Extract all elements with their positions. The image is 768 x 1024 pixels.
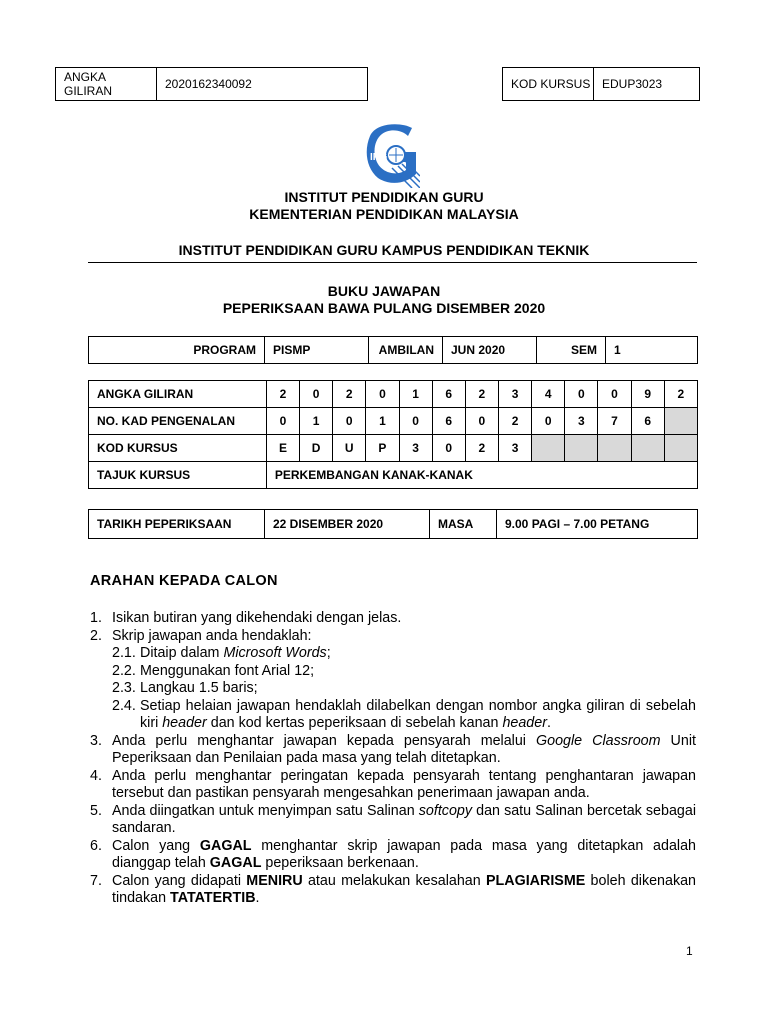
book-title: BUKU JAWAPAN [327, 283, 441, 299]
header-kod-box [502, 67, 700, 101]
italic-part: header [162, 715, 207, 731]
kod-row [89, 435, 698, 462]
header-angka-box [55, 67, 368, 101]
instruction-number: 1. [90, 610, 102, 626]
ambilan-label: AMBILAN [369, 337, 443, 364]
angka-digit-cell: 0 [366, 381, 399, 408]
instruction-text: Skrip jawapan anda hendaklah: [112, 627, 312, 644]
text-part: boleh dikenakan tindakan [112, 872, 697, 906]
ic-digit-cell: 0 [333, 408, 366, 435]
kod-char-cell [565, 435, 598, 462]
header-kod-label: KOD KURSUS [503, 68, 594, 101]
angka-digit-cell: 3 [498, 381, 531, 408]
instruction-text [112, 733, 696, 768]
sub-instruction-2-3 [112, 680, 696, 698]
instructions-heading: ARAHAN KEPADA CALON [90, 573, 278, 589]
instruction-text [112, 803, 696, 838]
ic-digit-cell: 1 [366, 408, 399, 435]
logo-text: IPG [370, 152, 388, 163]
ipg-logo [362, 122, 420, 188]
angka-digit-cell: 6 [432, 381, 465, 408]
kod-char-cell [664, 435, 697, 462]
masa-label: MASA [430, 510, 497, 539]
kod-char-cell: 3 [498, 435, 531, 462]
text-part: . [255, 890, 260, 906]
page-number: 1 [686, 944, 693, 958]
ic-digit-cell: 7 [598, 408, 631, 435]
instruction-number: 3. [90, 732, 102, 749]
institution-line2: KEMENTERIAN PENDIDIKAN MALAYSIA [249, 206, 519, 222]
angka-digit-cell: 2 [465, 381, 498, 408]
instruction-text [112, 873, 696, 908]
ic-digit-cell: 0 [399, 408, 432, 435]
text-part: Calon yang [112, 837, 200, 854]
tarikh-value: 22 DISEMBER 2020 [265, 510, 430, 539]
instruction-4 [90, 768, 696, 803]
angka-label: ANGKA GILIRAN [89, 381, 267, 408]
instruction-number: 2. [90, 627, 102, 644]
text-part: Setiap helaian jawapan hendaklah dilabelkan dengan nombor angka giliran di sebelah kiri [140, 697, 696, 731]
kod-char-cell: E [266, 435, 299, 462]
program-value: PISMP [265, 337, 369, 364]
text-part: menghantar skrip jawapan pada masa yang ditetapkan adalah dianggap telah [112, 837, 696, 871]
bold-part: TATATERTIB [170, 890, 256, 906]
angka-digit-cell: 0 [300, 381, 333, 408]
ic-digit-cell: 0 [465, 408, 498, 435]
sub-instruction-2-1 [112, 645, 696, 663]
instruction-number: 4. [90, 767, 102, 784]
text-part: dan kod kertas peperiksaan di sebelah kanan [206, 715, 503, 731]
instruction-3 [90, 733, 696, 768]
exam-title: PEPERIKSAAN BAWA PULANG DISEMBER 2020 [222, 300, 546, 316]
kod-char-cell [598, 435, 631, 462]
text-part: dan satu Salinan bercetak sebagai sandaran. [112, 802, 696, 836]
angka-digit-cell: 9 [631, 381, 664, 408]
tajuk-label: TAJUK KURSUS [89, 462, 267, 489]
sub-instruction-2-4 [112, 698, 696, 733]
text-part: peperiksaan berkenaan. [261, 855, 419, 871]
angka-digit-cell: 0 [565, 381, 598, 408]
ic-label: NO. KAD PENGENALAN [89, 408, 267, 435]
sub-number: 2.3. [112, 680, 136, 696]
sub-instruction-2-2 [112, 663, 696, 681]
sem-label: SEM [537, 337, 606, 364]
exam-table [88, 509, 698, 539]
instructions-list [90, 610, 696, 908]
sub-number: 2.2. [112, 662, 136, 679]
sub-number: 2.4. [112, 697, 136, 714]
kod-char-cell: 3 [399, 435, 432, 462]
italic-part: softcopy [418, 802, 473, 819]
angka-digit-cell: 1 [399, 381, 432, 408]
text-part: Ditaip dalam [140, 645, 224, 661]
masa-value: 9.00 PAGI – 7.00 PETANG [497, 510, 698, 539]
angka-digit-cell: 2 [664, 381, 697, 408]
ic-digit-cell: 3 [565, 408, 598, 435]
kod-char-cell [631, 435, 664, 462]
text-part: Unit Peperiksaan dan Penilaian pada masa yang telah ditetapkan. [112, 732, 696, 766]
institution-line1: INSTITUT PENDIDIKAN GURU [284, 189, 484, 205]
text-part: ; [326, 645, 331, 661]
instruction-2 [90, 628, 696, 646]
angka-digit-cell: 0 [598, 381, 631, 408]
text-part: atau melakukan kesalahan [302, 872, 486, 889]
kod-char-cell: P [366, 435, 399, 462]
ipg-logo-icon [362, 122, 420, 188]
italic-part: Google Classroom [536, 732, 661, 749]
ic-digit-cell: 0 [266, 408, 299, 435]
text-part: Anda diingatkan untuk menyimpan satu Salinan [112, 802, 419, 819]
italic-part: header [502, 715, 547, 731]
tajuk-row [89, 462, 698, 489]
instruction-text [112, 838, 696, 873]
sem-value: 1 [606, 337, 698, 364]
instruction-1 [90, 610, 696, 628]
instruction-7 [90, 873, 696, 908]
text-part: . [546, 715, 551, 731]
angka-digit-cell: 2 [333, 381, 366, 408]
ic-digit-cell: 6 [631, 408, 664, 435]
ic-digit-cell: 1 [300, 408, 333, 435]
header-angka-value: 2020162340092 [157, 68, 368, 101]
kod-char-cell: D [300, 435, 333, 462]
kod-char-cell [532, 435, 565, 462]
text-part: Anda perlu menghantar jawapan kepada pensyarah melalui [112, 732, 537, 749]
text-part: Calon yang didapati [112, 872, 247, 889]
ic-digit-cell [664, 408, 697, 435]
ic-digit-cell: 2 [498, 408, 531, 435]
title-divider [88, 262, 697, 263]
instruction-6 [90, 838, 696, 873]
sub-text: Langkau 1.5 baris; [140, 680, 258, 696]
angka-digit-cell: 2 [266, 381, 299, 408]
angka-digit-cell: 4 [532, 381, 565, 408]
program-label: PROGRAM [89, 337, 265, 364]
instruction-text: Anda perlu menghantar peringatan kepada pensyarah tentang penghantaran jawapan tersebut dan pastikan pensyarah mengesahkan penerimaan jawapan anda. [112, 767, 696, 801]
kod-label: KOD KURSUS [89, 435, 267, 462]
bold-part: PLAGIARISME [485, 872, 586, 889]
instruction-text: Isikan butiran yang dikehendaki dengan jelas. [112, 610, 402, 626]
angka-row [89, 381, 698, 408]
bold-part: GAGAL [199, 837, 252, 854]
instruction-number: 6. [90, 837, 102, 854]
tajuk-value: PERKEMBANGAN KANAK-KANAK [266, 462, 697, 489]
ic-digit-cell: 6 [432, 408, 465, 435]
sub-text [140, 645, 696, 663]
instruction-5 [90, 803, 696, 838]
sub-text [140, 698, 696, 733]
kod-char-cell: 2 [465, 435, 498, 462]
kod-char-cell: 0 [432, 435, 465, 462]
ambilan-value: JUN 2020 [443, 337, 537, 364]
sub-number: 2.1. [112, 645, 136, 661]
tarikh-label: TARIKH PEPERIKSAAN [89, 510, 265, 539]
header-kod-value: EDUP3023 [594, 68, 700, 101]
program-table [88, 336, 698, 364]
ic-digit-cell: 0 [532, 408, 565, 435]
sub-text: Menggunakan font Arial 12; [140, 662, 315, 679]
instruction-number: 5. [90, 802, 102, 819]
kod-char-cell: U [333, 435, 366, 462]
bold-part: MENIRU [246, 872, 303, 889]
instruction-number: 7. [90, 872, 102, 889]
italic-part: Microsoft Words [223, 645, 327, 661]
ic-row [89, 408, 698, 435]
campus-name: INSTITUT PENDIDIKAN GURU KAMPUS PENDIDIKAN TEKNIK [178, 242, 590, 258]
details-table [88, 380, 698, 489]
header-angka-label: ANGKA GILIRAN [56, 68, 157, 101]
bold-part: GAGAL [209, 855, 262, 871]
